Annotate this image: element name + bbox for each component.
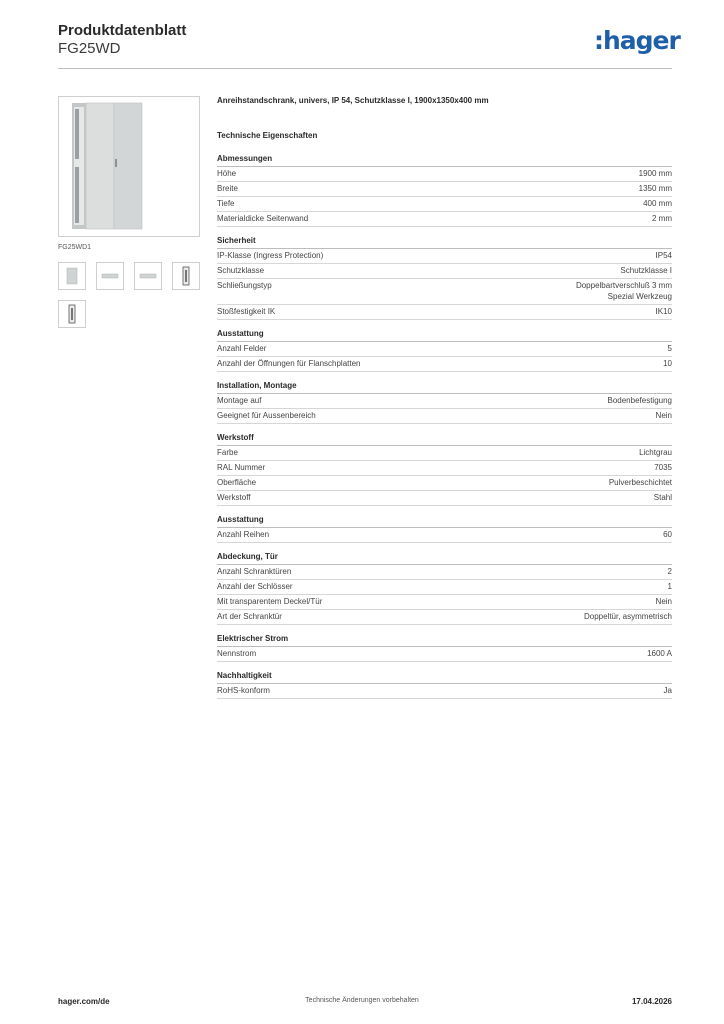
tech-properties-title: Technische Eigenschaften [217,131,318,140]
spec-value-line: Stahl [653,493,672,502]
spec-row [217,394,672,409]
spec-section [217,515,672,543]
spec-value-line: Doppeltür, asymmetrisch [583,612,672,621]
spec-label: Anzahl Schranktüren [217,567,292,576]
spec-section [217,433,672,506]
thumbnail-side-2[interactable] [58,300,86,328]
spec-row [217,580,672,595]
spec-label: RoHS-konform [217,686,270,695]
spec-value-line: Schutzklasse I [620,266,672,275]
specs-table [217,154,672,708]
spec-value-line: Lichtgrau [639,448,672,457]
spec-section [217,634,672,662]
spec-label: Höhe [217,169,237,178]
spec-value [652,213,672,224]
spec-row [217,491,672,506]
cabinet-top-icon [97,263,123,289]
cabinet-side-icon-2 [59,301,85,327]
spec-value [663,529,672,540]
spec-value-line: 1350 mm [638,184,672,193]
spec-value-line: IP54 [655,251,672,260]
spec-section-title: Werkstoff [217,433,672,446]
spec-label: Anzahl Felder [217,344,267,353]
thumbnail-front[interactable] [58,262,86,290]
spec-label: Mit transparentem Deckel/Tür [217,597,323,606]
spec-row [217,249,672,264]
spec-label: Anzahl Reihen [217,530,270,539]
spec-row [217,409,672,424]
spec-value [656,410,672,421]
spec-value [654,462,672,473]
spec-label: Materialdicke Seitenwand [217,214,309,223]
product-description: Anreihstandschrank, univers, IP 54, Schutzklasse I, 1900x1350x400 mm [217,96,489,105]
spec-row [217,565,672,580]
spec-value [639,168,672,179]
spec-row [217,182,672,197]
product-code: FG25WD [58,40,121,57]
spec-label: Anzahl der Öffnungen für Flanschplatten [217,359,361,368]
spec-value-line: Ja [663,686,672,695]
product-photo [58,96,200,237]
cabinet-bottom-icon [135,263,161,289]
spec-row [217,279,672,305]
spec-row [217,305,672,320]
spec-section-title: Nachhaltigkeit [217,671,672,684]
spec-value [620,265,672,276]
spec-value [668,581,672,592]
spec-value [668,343,672,354]
spec-value [639,447,672,458]
spec-label: Farbe [217,448,238,457]
spec-value [656,250,672,261]
spec-value-line: Doppelbartverschluß 3 mm [575,281,672,290]
spec-section-title: Ausstattung [217,329,672,342]
spec-value-line: 2 mm [652,214,672,223]
spec-row [217,446,672,461]
spec-section-title: Sicherheit [217,236,672,249]
spec-value-line: 1 [667,582,672,591]
spec-value [656,596,672,607]
spec-label: Oberfläche [217,478,257,487]
spec-value [663,358,672,369]
spec-value-line: Nein [655,597,672,606]
spec-row [217,476,672,491]
footer-disclaimer: Technische Änderungen vorbehalten [305,997,419,1004]
spec-label: Art der Schranktür [217,612,282,621]
thumbnail-side[interactable] [172,262,200,290]
spec-section [217,329,672,372]
spec-label: Tiefe [217,199,235,208]
spec-section [217,381,672,424]
spec-value-line: Pulverbeschichtet [608,478,672,487]
spec-row [217,647,672,662]
spec-value-line: IK10 [655,307,672,316]
spec-section [217,552,672,625]
spec-section [217,671,672,699]
spec-value [668,566,672,577]
spec-value-line: 2 [667,567,672,576]
spec-value-line: 5 [667,344,672,353]
spec-label: Montage auf [217,396,262,405]
cabinet-front-icon [59,263,85,289]
spec-value-line: 10 [663,359,672,368]
hager-logo: :hager [594,26,680,55]
spec-label: Werkstoff [217,493,251,502]
page-title: Produktdatenblatt [58,22,187,39]
spec-value [584,611,672,622]
spec-value-line: Bodenbefestigung [607,396,672,405]
spec-row [217,212,672,227]
spec-section-title: Ausstattung [217,515,672,528]
spec-value-line: 7035 [654,463,672,472]
spec-value-line: Nein [655,411,672,420]
spec-row [217,357,672,372]
spec-section-title: Abdeckung, Tür [217,552,672,565]
photo-caption: FG25WD1 [58,244,92,251]
spec-value-line: 1600 A [647,649,672,658]
spec-value-line: Spezial Werkzeug [607,292,672,301]
spec-value [609,477,672,488]
spec-value [654,492,672,503]
spec-value-line: 60 [663,530,672,539]
spec-row [217,264,672,279]
header-divider [58,68,672,69]
spec-row [217,197,672,212]
footer-website-link[interactable]: hager.com/de [58,997,110,1006]
spec-label: IP-Klasse (Ingress Protection) [217,251,324,260]
spec-section-title: Elektrischer Strom [217,634,672,647]
spec-label: Nennstrom [217,649,257,658]
spec-label: RAL Nummer [217,463,266,472]
spec-value [664,685,672,696]
spec-section-title: Installation, Montage [217,381,672,394]
spec-label: Anzahl der Schlösser [217,582,293,591]
spec-row [217,684,672,699]
spec-value [643,198,672,209]
spec-row [217,595,672,610]
spec-value [639,183,672,194]
thumbnail-bottom[interactable] [134,262,162,290]
spec-label: Schutzklasse [217,266,265,275]
spec-label: Breite [217,184,238,193]
spec-row [217,528,672,543]
spec-label: Schließungstyp [217,281,272,290]
spec-value [576,280,672,302]
footer-date: 17.04.2026 [631,997,672,1006]
spec-value-line: 400 mm [643,199,672,208]
thumbnail-top[interactable] [96,262,124,290]
spec-label: Stoßfestigkeit IK [217,307,276,316]
spec-value [608,395,673,406]
spec-label: Geeignet für Aussenbereich [217,411,316,420]
spec-section-title: Abmessungen [217,154,672,167]
spec-value-line: 1900 mm [638,169,672,178]
spec-value [647,648,672,659]
cabinet-image [64,101,144,231]
spec-section [217,154,672,227]
cabinet-side-icon [173,263,199,289]
spec-row [217,461,672,476]
spec-section [217,236,672,320]
spec-row [217,610,672,625]
spec-value [656,306,672,317]
spec-row [217,167,672,182]
spec-row [217,342,672,357]
